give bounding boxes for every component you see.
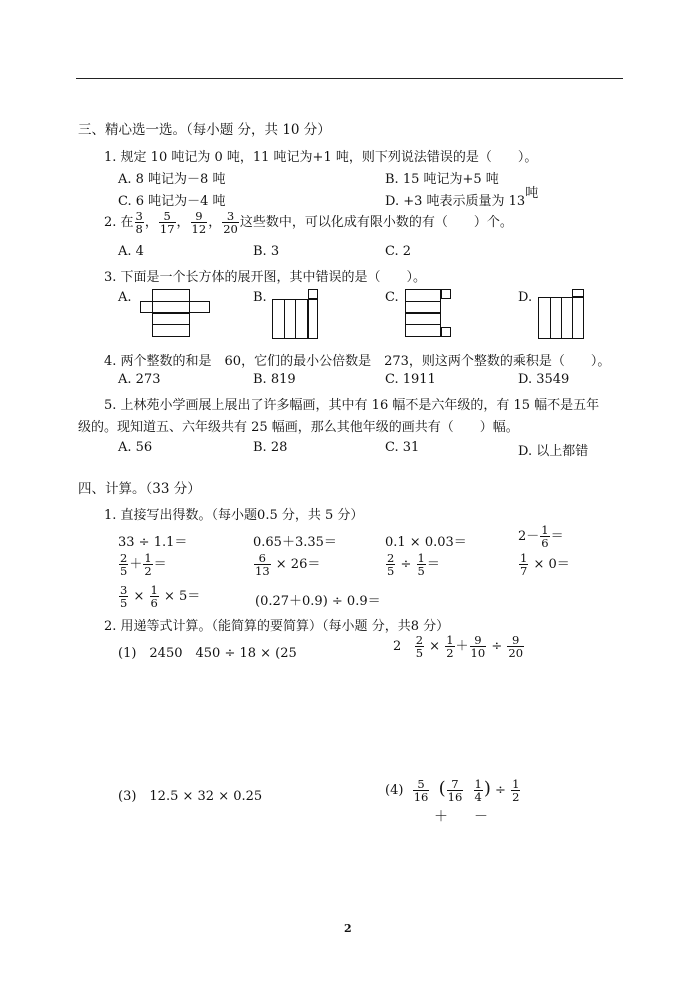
calc-item: $\frac{2}{5}$ ＋ $\frac{1}{2}$ ＝ bbox=[120, 551, 167, 578]
plus-sign: ＋ bbox=[434, 809, 448, 825]
calc-q2-part1: (1) 2450 450 ÷ 18 × (25 bbox=[118, 646, 297, 661]
q4-option-c: C. 1911 bbox=[385, 372, 436, 387]
page-number: 2 bbox=[344, 922, 352, 935]
section-4-title: 四、计算。（33 分） bbox=[78, 481, 201, 497]
q3-option-d: D. bbox=[518, 290, 533, 305]
q1-option-c: C. 6 吨记为－4 吨 bbox=[118, 194, 226, 209]
calc-q2-part2: 2 $\frac{2}{5}$ × $\frac{1}{2}$ ＋ $\frac{9}{10}$ ÷ $\frac{9}{20}$ bbox=[393, 633, 524, 660]
net-b-diagram bbox=[272, 289, 318, 339]
calc-q2-part3: (3) 12.5 × 32 × 0.25 bbox=[118, 789, 263, 804]
header-rule bbox=[76, 78, 623, 79]
q5-option-b: B. 28 bbox=[253, 440, 288, 455]
fraction: $\frac{1}{6}$ bbox=[541, 523, 549, 550]
q4-option-a: A. 273 bbox=[118, 372, 161, 387]
fraction: $\frac{9}{12}$ bbox=[191, 209, 207, 236]
q1-option-a: A. 8 吨记为－8 吨 bbox=[118, 172, 226, 187]
q1-option-d: D. +3 吨表示质量为 13吨 bbox=[385, 186, 539, 209]
q4-stem: 4. 两个整数的和是 60，它们的最小公倍数是 273，则这两个整数的乘积是（ ）。 bbox=[104, 354, 611, 369]
calc-q2-part4: (4) $\frac{5}{16}$ ( $\frac{7}{16}$ $\frac{1}{4}$ ) ÷ $\frac{1}{2}$ bbox=[385, 777, 520, 804]
calc-q1-stem: 1. 直接写出得数。（每小题0.5 分，共 5 分） bbox=[104, 508, 364, 523]
q5-stem-line1: 5. 上林苑小学画展上展出了许多幅画，其中有 16 幅不是六年级的，有 15 幅不是五年 bbox=[104, 398, 600, 413]
fraction: $\frac{3}{20}$ bbox=[223, 209, 238, 236]
calc-item: 33 ÷ 1.1＝ bbox=[118, 535, 188, 550]
section-3-title: 三、精心选一选。（每小题 分，共 10 分） bbox=[78, 122, 331, 138]
q1-stem: 1. 规定 10 吨记为 0 吨，11 吨记为+1 吨，则下列说法错误的是（ ）。 bbox=[104, 150, 538, 165]
q5-stem-line2: 级的。现知道五、六年级共有 25 幅画，那么其他年级的画共有（ ）幅。 bbox=[78, 420, 519, 435]
net-d-diagram bbox=[538, 289, 584, 339]
q5-option-c: C. 31 bbox=[385, 440, 420, 455]
q3-stem: 3. 下面是一个长方体的展开图，其中错误的是（ ）。 bbox=[104, 270, 427, 285]
q2-stem: 2. 在 $\frac{3}{8}$ ， $\frac{5}{17}$ ， $\frac{9}{12}$ ， $\frac{3}{20}$ 这些数中，可以化成有限小数的有（ ）个。 bbox=[104, 209, 513, 236]
net-c-diagram bbox=[405, 289, 451, 337]
calc-item: 0.65＋3.35＝ bbox=[253, 535, 337, 550]
q1-option-b: B. 15 吨记为+5 吨 bbox=[385, 172, 499, 187]
fraction: $\frac{5}{17}$ bbox=[159, 209, 175, 236]
q5-option-d: D. 以上都错 bbox=[518, 444, 589, 459]
q2-option-c: C. 2 bbox=[385, 244, 412, 259]
calc-q2-stem: 2. 用递等式计算。（能简算的要简算）（每小题 分，共8 分） bbox=[104, 619, 450, 634]
q3-option-c: C. bbox=[385, 290, 399, 305]
q5-option-a: A. 56 bbox=[118, 440, 153, 455]
fraction: $\frac{3}{8}$ bbox=[135, 209, 143, 236]
calc-item: $\frac{3}{5}$ × $\frac{1}{6}$ × 5＝ bbox=[120, 583, 201, 610]
minus-sign: － bbox=[474, 809, 488, 825]
calc-item: 2－ $\frac{1}{6}$ ＝ bbox=[518, 523, 564, 550]
q3-option-b: B. bbox=[253, 290, 267, 305]
calc-item: $\frac{1}{7}$ × 0＝ bbox=[520, 551, 570, 578]
calc-item: 0.1 × 0.03＝ bbox=[385, 535, 467, 550]
q2-option-b: B. 3 bbox=[253, 244, 280, 259]
calc-item: $\frac{2}{5}$ ÷ $\frac{1}{5}$ ＝ bbox=[387, 551, 440, 578]
q2-option-a: A. 4 bbox=[118, 244, 144, 259]
q3-option-a: A. bbox=[118, 290, 132, 305]
calc-item: (0.27＋0.9) ÷ 0.9＝ bbox=[255, 594, 381, 609]
q4-option-b: B. 819 bbox=[253, 372, 296, 387]
q4-option-d: D. 3549 bbox=[518, 372, 570, 387]
net-a-diagram bbox=[140, 289, 210, 337]
calc-item: $\frac{6}{13}$ × 26＝ bbox=[255, 551, 321, 578]
